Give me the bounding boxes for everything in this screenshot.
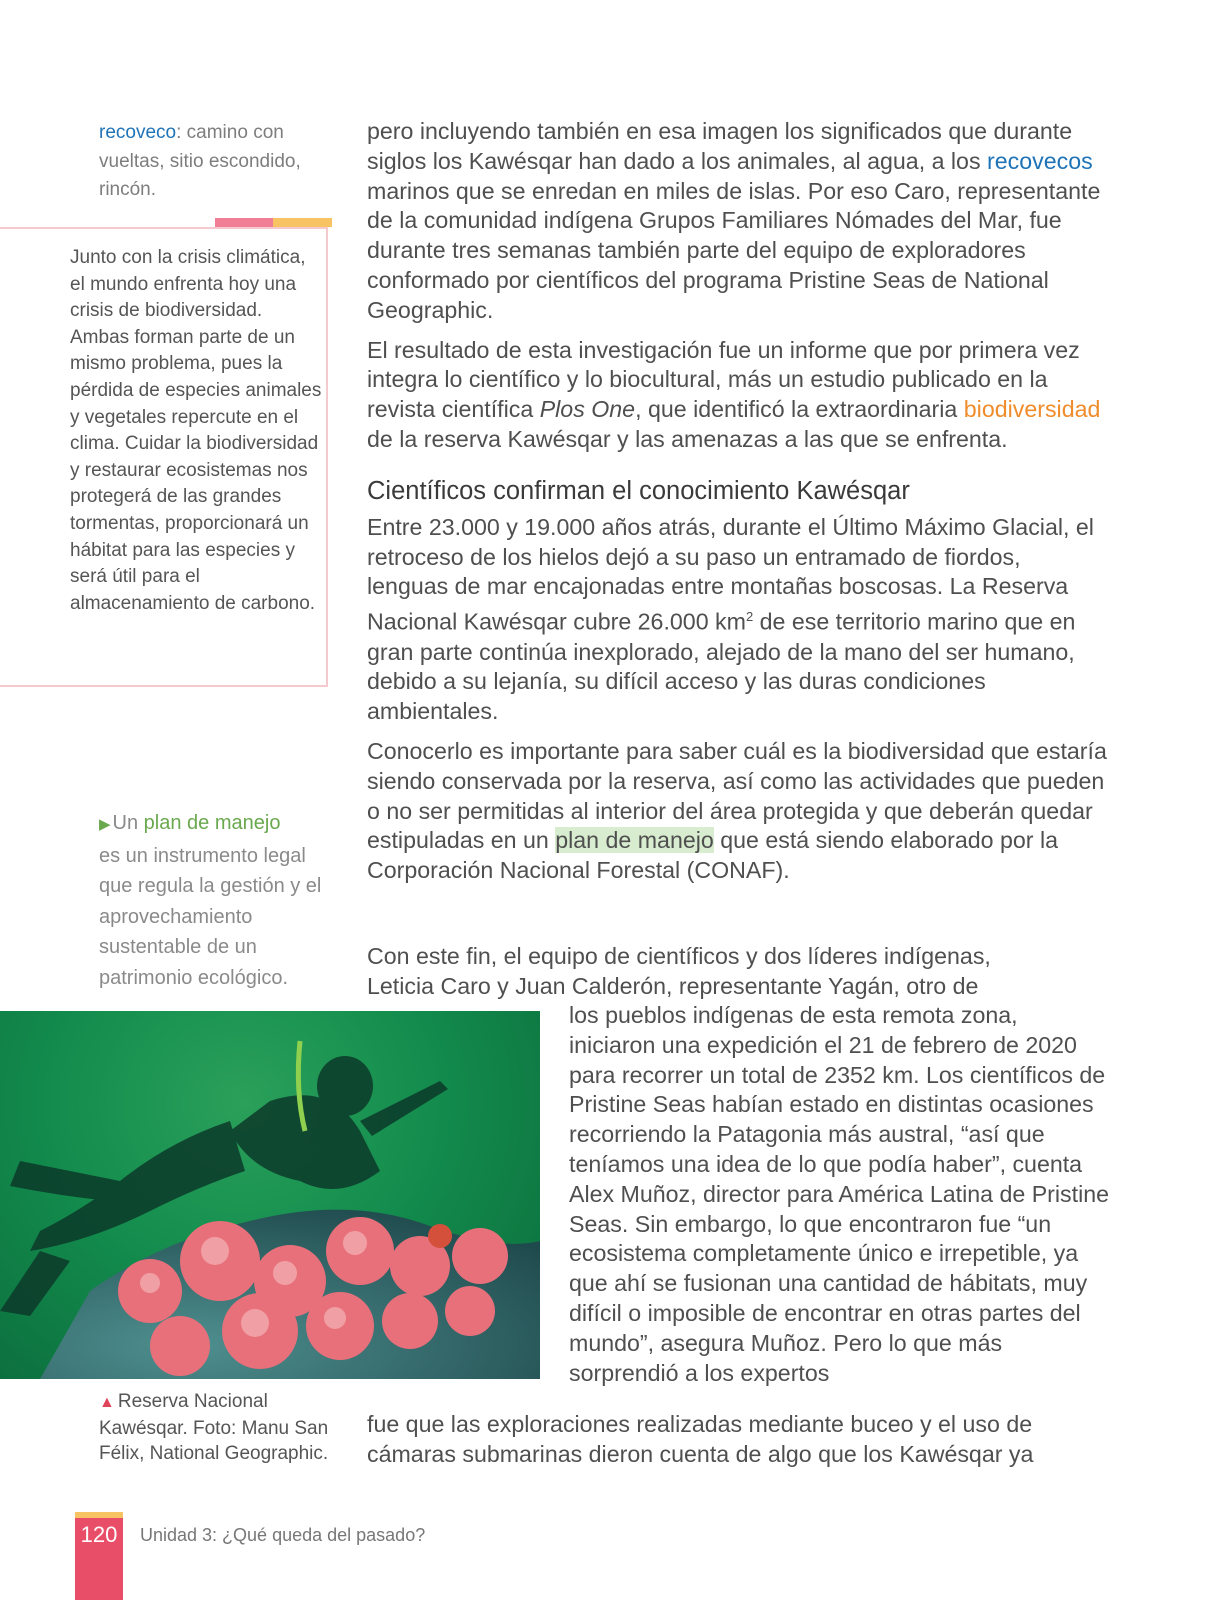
p3-text-a: Entre 23.000 y 19.000 años atrás, durante el Último Máximo Glacial, el retroceso de los hielos dejó a su paso un entramado de fiordos, lenguas de mar encajonadas entre montañas boscosas. La Reserva Nacional Kawésqar cubre 26.000 km <box>367 513 1094 635</box>
accent-bar-yellow <box>273 218 332 227</box>
p5-line-1: Con este fin, el equipo de científicos y dos líderes indígenas, <box>367 943 991 969</box>
journal-name: Plos One <box>539 396 636 423</box>
side-note-text: es un instrumento legal que regula la gestión y el aprovechamiento sustentable de un patrimonio ecológico. <box>99 844 322 989</box>
diver-coral-illustration <box>0 1011 540 1379</box>
p1-text-a: pero incluyendo también en esa imagen los significados que durante siglos los Kawésqar han dado a los animales, al agua, a los <box>367 118 1073 174</box>
paragraph-5-indented: los pueblos indígenas de esta remota zona, iniciaron una expedición el 21 de febrero de 2020 para recorrer un total de 2352 km. Los científicos de Pristine Seas habían estado en distintas ocasiones recorriendo la Patagonia más austral, “así que teníamos una idea de lo que podía haber”, cuenta Alex Muñoz, director para América Latina de Pristine Seas. Sin embargo, lo que encontraron fue “un ecosistema completamente único e irrepetible, ya que ahí se fusionan una cantidad de hábitats, muy difícil o imposible de encontrar en otras partes del mundo”, asegura Muñoz. Pero lo que más sorprendió a los expertos <box>569 1002 1110 1386</box>
p2-text-c: de la reserva Kawésqar y las amenazas a las que se enfrenta. <box>367 425 1008 452</box>
paragraph-5-bottom: fue que las exploraciones realizadas mediante buceo y el uso de cámaras submarinas dieron cuenta de algo que los Kawésqar ya <box>367 1411 1034 1467</box>
reserve-photo <box>0 1011 540 1379</box>
p4-text-a: Conocerlo es importante para saber cuál es la biodiversidad que estaría siendo conservada por la reserva, así como las actividades que pueden o no ser permitidas al interior del área protegida y que deberán quedar estipuladas en un <box>367 738 1107 854</box>
p2-text-b: , que identificó la extraordinaria <box>635 396 964 423</box>
note-box-text: Junto con la crisis climática, el mundo enfrenta hoy una crisis de biodiversidad. Ambas forman parte de un mismo problema, pues la pérdida de especies animales y vegetales repercute en el clima. Cuidar la biodiversidad y restaurar ecosistemas nos protegerá de las grandes tormentas, proporcionará un hábitat para las especies y será útil para el almacenamiento de carbono. <box>70 247 322 614</box>
main-article <box>367 117 1107 896</box>
glossary-definition <box>99 119 324 205</box>
glossary-definition-text: : camino con vueltas, sitio escondido, rincón. <box>99 122 301 200</box>
highlight-plan-de-manejo: plan de manejo <box>555 827 714 854</box>
paragraph-1 <box>367 117 1107 326</box>
caption-text: Reserva Nacional Kawésqar. Foto: Manu San Félix, National Geographic. <box>99 1391 329 1464</box>
glossary-link-biodiversidad: biodiversidad <box>963 396 1101 423</box>
accent-bar-pink <box>215 218 273 227</box>
paragraph-3 <box>367 513 1107 727</box>
glossary-link-recovecos: recovecos <box>987 147 1093 174</box>
section-heading: Científicos confirman el conocimiento Kawésqar <box>367 476 910 505</box>
p5-line-2: Leticia Caro y Juan Calderón, representante Yagán, otro de <box>367 972 979 999</box>
superscript-2: 2 <box>745 609 754 625</box>
plan-de-manejo-note <box>99 808 329 993</box>
p3-text-b: de ese territorio marino que en gran parte continúa inexplorado, alejado de la mano del ser humano, debido a su lejanía, su difícil acceso y las duras condiciones ambientales. <box>367 608 1076 725</box>
side-note-term: plan de manejo <box>143 812 281 834</box>
paragraph-5-lead <box>367 942 1107 1002</box>
paragraph-2 <box>367 336 1107 455</box>
paragraph-4 <box>367 737 1107 886</box>
unit-title: Unidad 3: ¿Qué queda del pasado? <box>140 1525 426 1545</box>
p2-text-a: El resultado de esta investigación fue un informe que por primera vez integra lo científico y lo biocultural, más un estudio publicado en la revista científica <box>367 336 1080 423</box>
photo-caption <box>99 1389 349 1467</box>
p1-text-b: marinos que se enredan en miles de islas. Por eso Caro, representante de la comunidad indígena Grupos Familiares Nómades del Mar, fue durante tres semanas también parte del equipo de exploradores conformado por científicos del programa Pristine Seas de National Geographic. <box>367 177 1101 323</box>
page-number: 120 <box>80 1522 118 1547</box>
side-note-prefix: Un <box>112 812 144 834</box>
caption-triangle-icon: ▲ <box>99 1394 115 1411</box>
glossary-term: recoveco <box>99 122 177 143</box>
play-triangle-icon: ▶ <box>99 816 111 833</box>
p4-text-b: que está siendo elaborado por la Corporación Nacional Forestal (CONAF). <box>367 827 1058 884</box>
